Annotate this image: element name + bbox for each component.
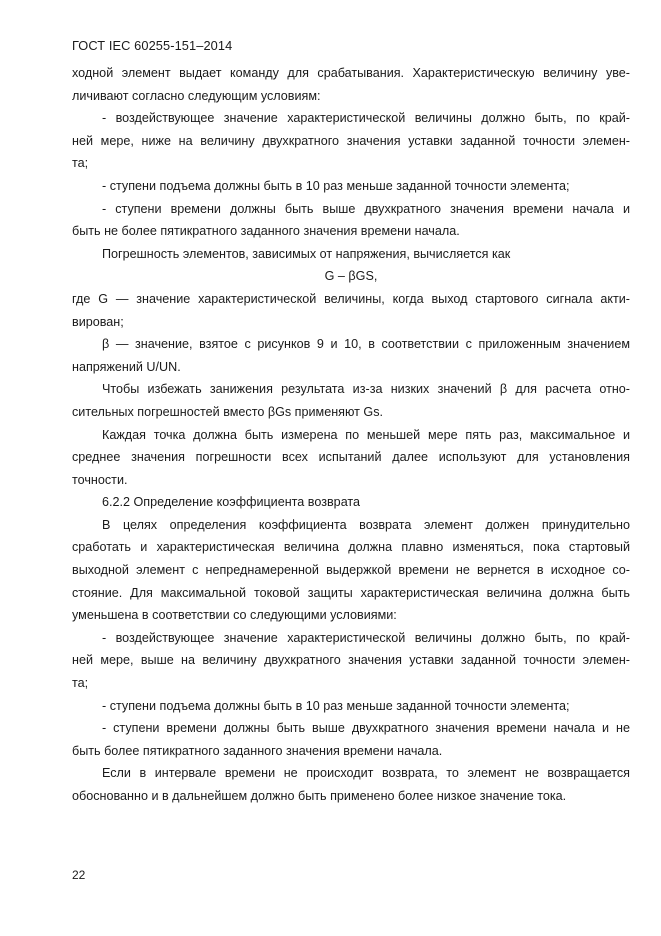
- text-line: - воздействующее значение характеристической величины должно быть, по край-: [102, 630, 630, 645]
- text-line: В целях определения коэффициента возврата элемент должен принудительно: [102, 517, 630, 532]
- text-line: личивают согласно следующим условиям:: [72, 88, 321, 103]
- text-line: ней мере, выше на величину двухкратного значения уставки заданной точности элемен-: [72, 653, 630, 668]
- text-line: - ступени подъема должны быть в 10 раз меньше заданной точности элемента;: [102, 698, 570, 713]
- document-header: ГОСТ IEC 60255-151–2014: [72, 38, 233, 53]
- text-line: вирован;: [72, 314, 124, 329]
- text-line: быть не более пятикратного заданного значения времени начала.: [72, 224, 460, 239]
- body-text: [72, 62, 630, 808]
- text-line: Чтобы избежать занижения результата из-за низких значений β для расчета отно-: [102, 382, 630, 397]
- text-line: уменьшена в соответствии со следующими условиями:: [72, 608, 397, 623]
- text-line: точности.: [72, 472, 128, 487]
- text-line: напряжений U/UN.: [72, 359, 181, 374]
- text-line: стояние. Для максимальной токовой защиты характеристическая величина должна быть: [72, 585, 630, 600]
- page-number: 22: [72, 868, 86, 882]
- text-line: выходной элемент с непреднамеренной выдержкой времени не вернется в исходное со-: [72, 563, 630, 578]
- text-line: - ступени времени должны быть выше двухкратного значения времени начала и не: [102, 721, 630, 736]
- text-line: ней мере, ниже на величину двухкратного значения уставки заданной точности элемен-: [72, 133, 630, 148]
- text-line: 6.2.2 Определение коэффициента возврата: [102, 495, 361, 510]
- text-line: та;: [72, 676, 89, 691]
- text-line: - воздействующее значение характеристической величины должно быть, по край-: [102, 111, 630, 126]
- text-line: G – βGS,: [324, 269, 378, 284]
- text-line: ходной элемент выдает команду для срабатывания. Характеристическую величину уве-: [72, 66, 630, 80]
- text-line: быть более пятикратного заданного значения времени начала.: [72, 743, 443, 758]
- text-line: та;: [72, 156, 89, 171]
- text-line: - ступени времени должны быть выше двухкратного значения времени начала и: [102, 201, 630, 216]
- text-line: сительных погрешностей вместо βGs применяют Gs.: [72, 404, 383, 419]
- text-line: среднее значения погрешности всех испытаний далее используют для установления: [72, 450, 630, 465]
- text-line: обоснованно и в дальнейшем должно быть применено более низкое значение тока.: [72, 789, 567, 803]
- text-line: Каждая точка должна быть измерена по меньшей мере пять раз, максимальное и: [102, 427, 630, 442]
- text-line: где G — значение характеристической величины, когда выход стартового сигнала акти-: [72, 291, 630, 306]
- text-line: - ступени подъема должны быть в 10 раз меньше заданной точности элемента;: [102, 178, 570, 193]
- text-line: Погрешность элементов, зависимых от напряжения, вычисляется как: [102, 246, 511, 261]
- text-line: Если в интервале времени не происходит возврата, то элемент не возвращается: [102, 766, 630, 781]
- text-line: β — значение, взятое с рисунков 9 и 10, в соответствии с приложенным значением: [102, 337, 630, 352]
- text-line: сработать и характеристическая величина должна плавно изменяться, пока стартовый: [72, 540, 630, 555]
